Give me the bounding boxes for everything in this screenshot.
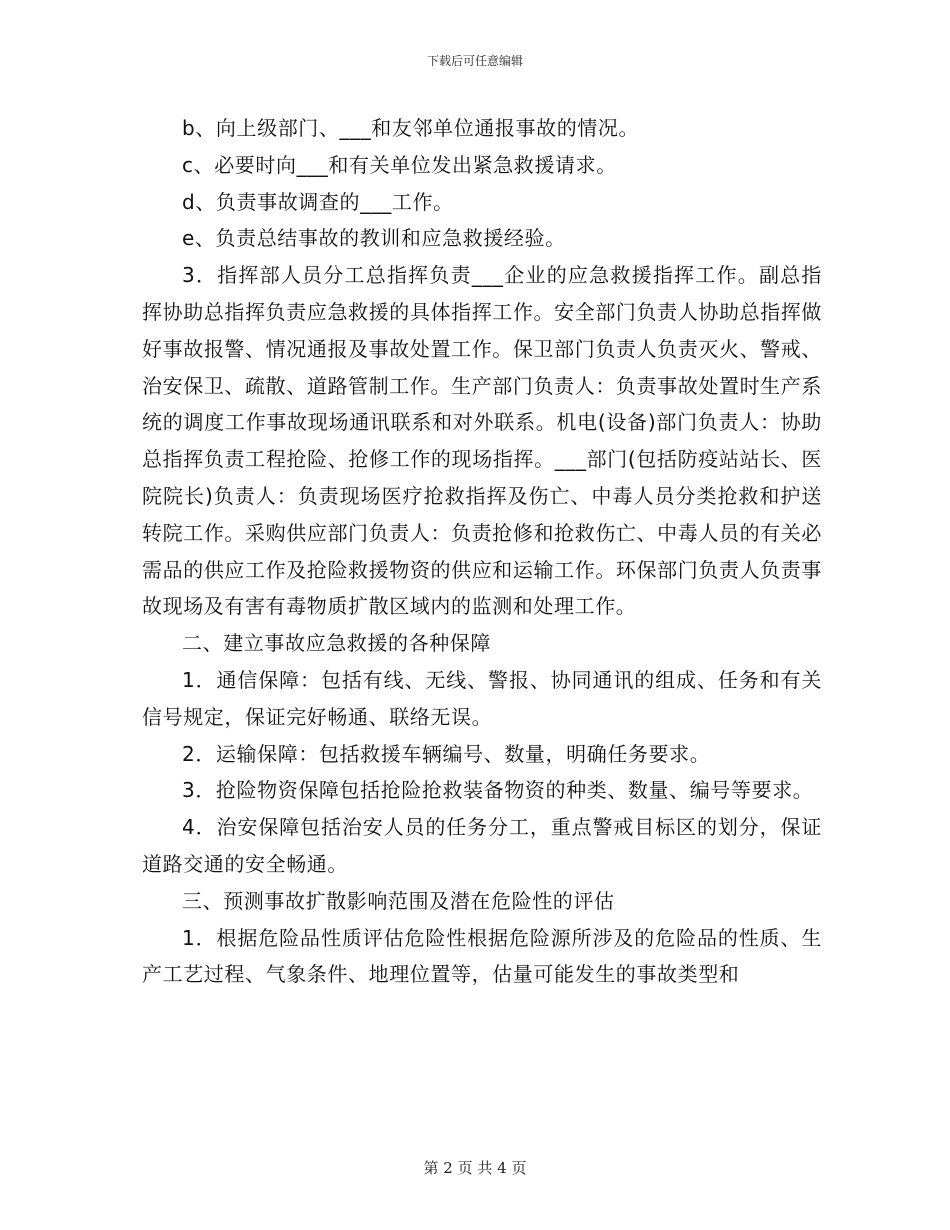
paragraph: e、负责总结事故的教训和应急救援经验。 — [182, 226, 566, 251]
paragraph: b、向上级部门、___和友邻单位通报事故的情况。 — [182, 116, 640, 140]
page-number: 第 2 页 共 4 页 — [423, 1159, 527, 1177]
section-heading: 二、建立事故应急救援的各种保障 — [182, 631, 491, 656]
paragraph: c、必要时向___和有关单位发出紧急救援请求。 — [182, 152, 617, 177]
section-heading: 三、预测事故扩散影响范围及潜在危险性的评估 — [182, 888, 615, 913]
paragraph: 1．根据危险品性质评估危险性根据危险源所涉及的危险品的性质、生产工艺过程、气象条件、地理位置等，估量可能发生的事故类型和 — [142, 925, 822, 987]
paragraph: 2．运输保障：包括救援车辆编号、数量，明确任务要求。 — [182, 741, 711, 766]
paragraph: 3．指挥部人员分工总指挥负责___企业的应急救援指挥工作。副总指挥协助总指挥负责应急救援的具体指挥工作。安全部门负责人协助总指挥做好事故报警、情况通报及事故处置工作。保卫部门负责人负责灭火、警戒、治安保卫、疏散、道路管制工作。生产部门负责人：负责事故处置时生产系统的调度工作事故现场通讯联系和对外联系。机电(设备)部门负责人：协助总指挥负责工程抢险、抢修工作的现场指挥。___部门(包括防疫站站长、医院院长)负责人：负责现场医疗抢救指挥及伤亡、中毒人员分类抢救和护送转院工作。采购供应部门负责人：负责抢修和抢救伤亡、中毒人员的有关必需品的供应工作及抢险救援物资的供应和运输工作。环保部门负责人负责事故现场及有害有毒物质扩散区域内的监测和处理工作。 — [142, 263, 822, 619]
document-body — [142, 110, 822, 993]
paragraph: d、负责事故调查的___工作。 — [182, 189, 454, 214]
page-header: 下载后可任意编辑 — [426, 54, 523, 68]
paragraph: 1．通信保障：包括有线、无线、警报、协同通讯的组成、任务和有关信号规定，保证完好畅通、联络无误。 — [142, 667, 822, 729]
paragraph: 4．治安保障包括治安人员的任务分工，重点警戒目标区的划分，保证道路交通的安全畅通。 — [142, 815, 822, 876]
paragraph: 3．抢险物资保障包括抢险抢救装备物资的种类、数量、编号等要求。 — [182, 778, 814, 803]
